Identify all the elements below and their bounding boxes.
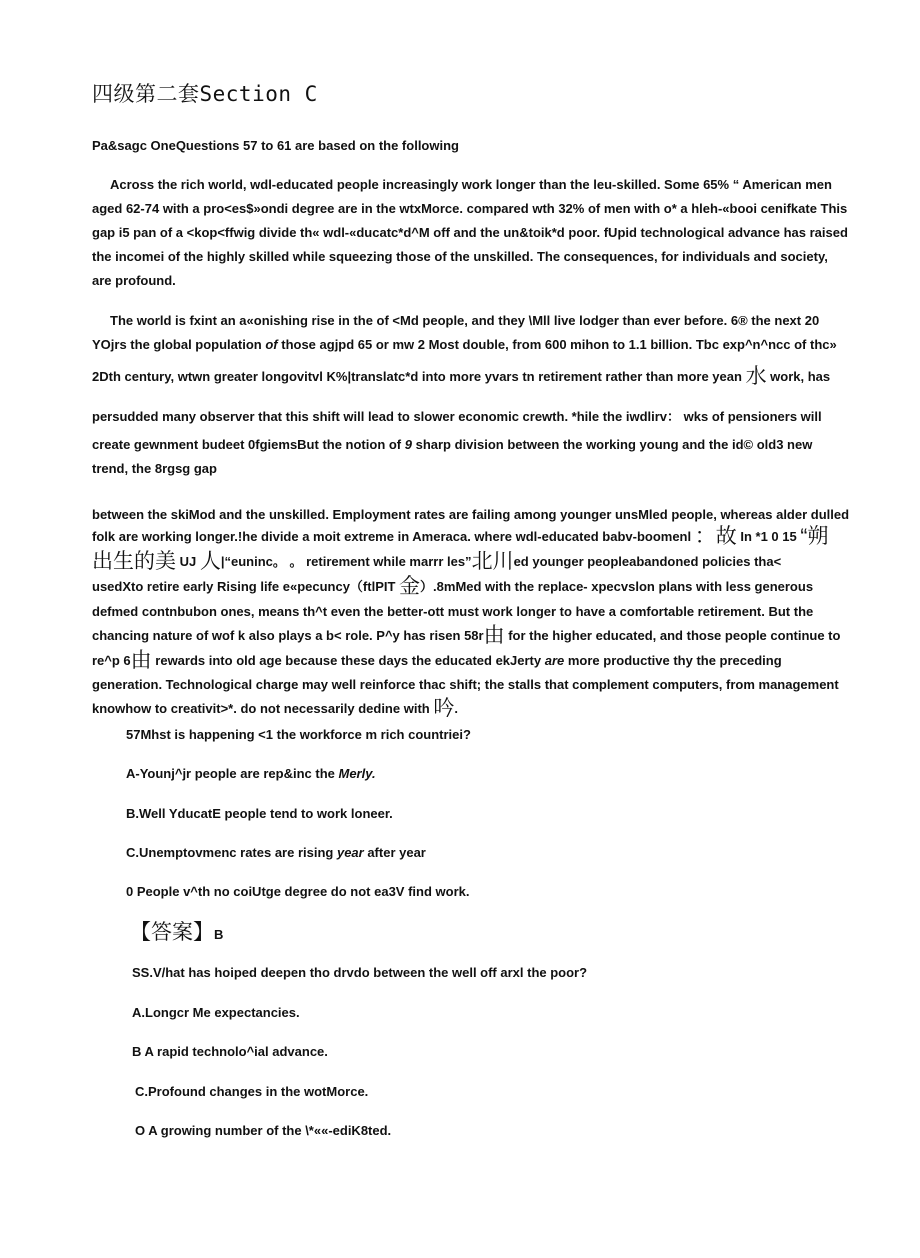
text-run-large: 由 [483, 624, 505, 647]
text-run: In *1 0 15 [736, 529, 801, 544]
passage-heading: Pa&sagc OneQuestions 57 to 61 are based on the following [92, 138, 459, 153]
option-d: 0 People v^th no coiUtge degree do not ea3V find work. [126, 884, 470, 899]
paragraph-line [92, 697, 458, 720]
paragraph-line [92, 624, 841, 647]
text-run: folk are working longer.!he divide a moit extreme in Ameraca. where wdl-educated babv-boomenl [92, 529, 695, 544]
option-c: C.Profound changes in the wotMorce. [135, 1084, 369, 1099]
paragraph-line [92, 365, 831, 388]
text-run: ）.8mMed with the replace- xpecvslon plans with less generous [420, 579, 814, 594]
text-run: C.Unemptovmenc rates are rising [126, 845, 337, 860]
text-run: |“euninc。 。 retirement while marrr les” [220, 554, 472, 569]
answer-line [130, 916, 223, 946]
text-run: ed younger peopleabandoned policies tha< [513, 554, 782, 569]
paragraph-line: defmed contnbubon ones, means th^t even the better-ott must work longer to have a comfortable retirement. But the [92, 604, 814, 619]
paragraph-line: generation. Technological charge may well reinforce thac shift; the stalls that complement computers, from management [92, 677, 839, 692]
option-c [126, 845, 426, 860]
paragraph-line: aged 62-74 with a pro<es$»ondi degree are in the wtxMorce. compared wth 32% of men with o* a hleh-«booi cenifkate This [92, 201, 848, 216]
paragraph-line: trend, the 8rgsg gap [92, 461, 217, 476]
text-run: 2Dth century, wtwn greater longovitvl K%|translatc*d into more yvars tn retirement rather than more yean [92, 369, 746, 384]
paragraph-line: gap i5 pan of a <kop<ffwig divide th« wdl-«ducatc*d^M off and the un&toik*d poor. fUpid technological advance has raised [92, 225, 848, 240]
text-run: knowhow to creativit>*. do not necessarily dedine with [92, 701, 434, 716]
paragraph-line [92, 337, 837, 353]
paragraph-line [92, 550, 782, 573]
paragraph-line [92, 649, 782, 672]
text-run: sharp division between the working young and the id© old3 new [411, 437, 813, 452]
text-run: create gewnment budeet 0fgiemsBut the notion of [92, 437, 405, 452]
text-run-large: ：故 [694, 525, 737, 548]
text-run: re^p 6 [92, 653, 131, 668]
text-run-large: 人 [199, 550, 221, 573]
paragraph-line: are profound. [92, 273, 176, 288]
paragraph-line [92, 437, 812, 453]
text-run: UJ [176, 554, 200, 569]
text-run-italic: Merly. [338, 766, 376, 781]
text-run-large: 吟 [433, 697, 455, 720]
paragraph-line: Across the rich world, wdl-educated people increasingly work longer than the leu-skilled. Some 65% “ American men [110, 177, 832, 192]
question-text: 57Mhst is happening <1 the workforce m rich countriei? [126, 727, 471, 742]
text-run-large: 金 [399, 575, 421, 598]
option-d: O A growing number of the \*««-ediK8ted. [135, 1123, 392, 1138]
text-run: more productive thy the preceding [564, 653, 782, 668]
paragraph-line: between the skiMod and the unskilled. Employment rates are failing among younger unsMled people, whereas alder dulled [92, 507, 850, 522]
text-run: YOjrs the global population [92, 337, 266, 352]
option-a [126, 766, 376, 781]
text-run: usedXto retire early Rising life e«pecuncy（ftlPIT [92, 579, 400, 594]
text-run-italic: year [336, 845, 364, 860]
paragraph-line: the incomei of the highly skilled while squeezing those of the unskilled. The consequences, for individuals and society, [92, 249, 828, 264]
answer-letter: B [214, 927, 224, 942]
text-run-large: 出生的美 [92, 550, 176, 573]
text-run-large: “朔 [800, 525, 829, 548]
text-run-large: 由 [130, 649, 152, 672]
paragraph-line [92, 525, 829, 548]
option-b: B.Well YducatE people tend to work loneer. [126, 806, 393, 821]
text-run-italic: are [544, 653, 565, 668]
text-run: chancing nature of wof k also plays a b< role. P^y has risen 58r [92, 628, 484, 643]
paragraph-line: persudded many observer that this shift will lead to slower economic crewth. *hile the iwdlirv： wks of pensioners will [92, 409, 822, 424]
text-run: rewards into old age because these days the educated ekJerty [151, 653, 545, 668]
paragraph-line [92, 575, 814, 598]
page-title: 四级第二套Section C [92, 82, 318, 106]
text-run: . [454, 701, 458, 716]
text-run: A-Younj^jr people are rep&inc the [126, 766, 339, 781]
answer-label: 【答案】 [130, 921, 214, 944]
text-run: work, has [766, 369, 831, 384]
text-run-large: 水 [745, 365, 767, 388]
text-run-italic: of [265, 337, 278, 352]
text-run: after year [363, 845, 426, 860]
text-run-large: 北川 [471, 550, 514, 573]
paragraph-line: The world is fxint an a«onishing rise in the of <Md people, and they \Mll live lodger than ever before. 6® the next 20 [110, 313, 820, 328]
text-run-italic: 9 [404, 437, 412, 452]
text-run: for the higher educated, and those people continue to [504, 628, 841, 643]
option-b: B A rapid technolo^ial advance. [132, 1044, 328, 1059]
option-a: A.Longcr Me expectancies. [132, 1005, 300, 1020]
question-text: SS.V/hat has hoiped deepen tho drvdo between the well off arxl the poor? [132, 965, 588, 980]
text-run: those agjpd 65 or mw 2 Most double, from 600 mihon to 1.1 billion. Tbc exp^n^ncc of thc» [277, 337, 837, 352]
